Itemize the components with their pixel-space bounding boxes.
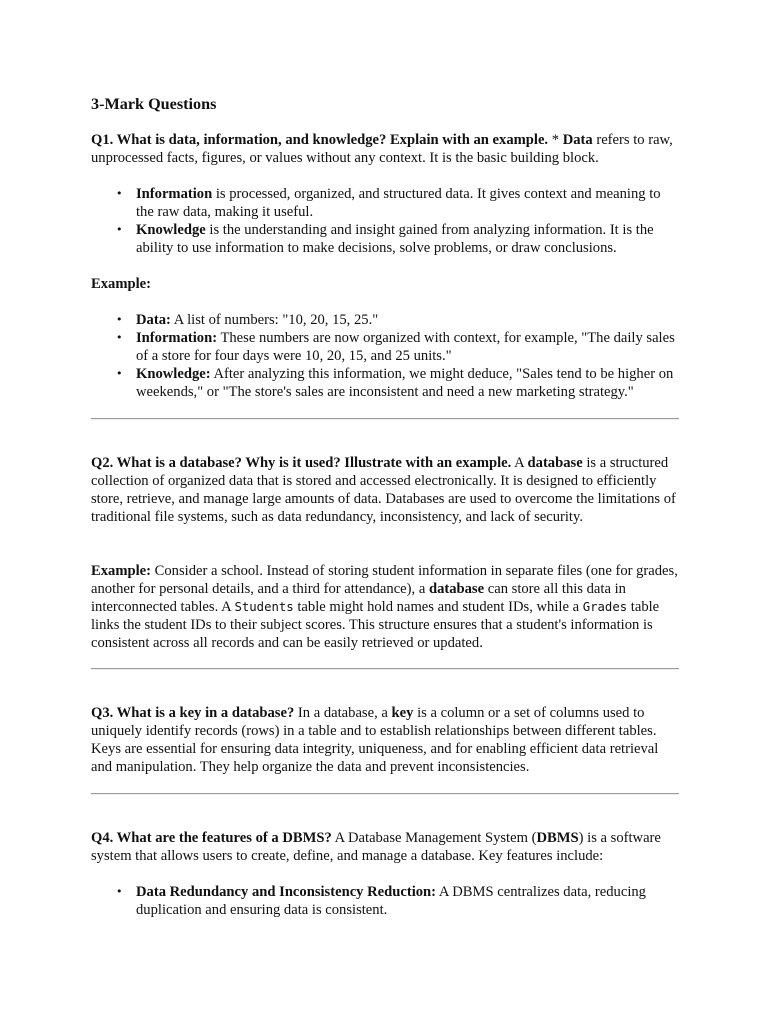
list-item-text: A list of numbers: "10, 20, 15, 25." [173, 312, 379, 328]
q4-features-list [91, 883, 679, 919]
q4-question: Q4. What are the features of a DBMS? [91, 830, 332, 846]
list-item-text: is processed, organized, and structured data. It gives context and meaning to the raw data, making it useful. [136, 186, 661, 220]
list-item [136, 329, 679, 365]
q1-data-definition: refers to raw, unprocessed facts, figures, or values without any context. It is the basic building block. [91, 132, 673, 166]
code-grades: Grades [582, 600, 628, 614]
q2-example-text: table might hold names and student IDs, while a [297, 599, 580, 615]
list-item [136, 365, 679, 401]
q2-section [91, 454, 679, 526]
q2-question: Q2. What is a database? Why is it used? Illustrate with an example. [91, 455, 512, 471]
list-item-text: is the understanding and insight gained from analyzing information. It is the ability to use information to make decisions, solve problems, or draw conclusions. [136, 222, 654, 256]
list-item-term: Data: [136, 312, 171, 328]
q1-question: Q1. What is data, information, and knowledge? Explain with an example. [91, 132, 549, 148]
q2-text: is a structured collection of organized data that is stored and accessed electronically. It is designed to efficiently store, retrieve, and manage large amounts of data. Databases are used to overcome the limitations of traditional file systems, such as data redundancy, inconsistency, and lack of security. [91, 455, 676, 525]
section-divider [91, 793, 679, 795]
list-item [136, 185, 679, 221]
q2-example-text: Consider a school. Instead of storing student information in separate files (one for grades, another for personal details, and a third for attendance), a [91, 563, 678, 597]
list-item-term: Knowledge [136, 222, 206, 238]
q3-term: key [391, 705, 414, 721]
list-item [136, 221, 679, 257]
q1-definitions-list [91, 185, 679, 257]
q1-section [91, 131, 679, 167]
q1-bullet-marker: * [551, 132, 560, 148]
q1-example-label: Example: [91, 276, 151, 292]
q4-lead: A Database Management System ( [334, 830, 537, 846]
q2-lead: A [514, 455, 524, 471]
q3-text: is a column or a set of columns used to uniquely identify records (rows) in a table and to establish relationships between different tables. Keys are essential for ensuring data integrity, uniqueness, and for enabling efficient data retrieval and manipulation. They help organize the data and prevent inconsistencies. [91, 705, 659, 775]
list-item-text: After analyzing this information, we might deduce, "Sales tend to be higher on weekends," or "The store's sales are inconsistent and need a new marketing strategy." [136, 366, 674, 400]
q4-paragraph [91, 829, 679, 865]
q2-example-term: database [428, 581, 485, 597]
q4-term: DBMS [536, 830, 579, 846]
list-item-text: These numbers are now organized with context, for example, "The daily sales of a store for four days were 10, 20, 15, and 25 units." [136, 330, 675, 364]
q2-example [91, 562, 679, 652]
page-heading: 3-Mark Questions [91, 95, 217, 113]
q1-data-term: Data [562, 132, 593, 148]
section-divider [91, 418, 679, 420]
q1-example-label-block [91, 275, 679, 293]
q3-question: Q3. What is a key in a database? [91, 705, 295, 721]
q2-term: database [527, 455, 583, 471]
q1-example-list [91, 311, 679, 401]
q2-example-label: Example: [91, 563, 151, 579]
section-divider [91, 668, 679, 670]
list-item [136, 311, 679, 329]
q3-lead: In a database, a [297, 705, 388, 721]
q1-intro [91, 131, 679, 167]
q2-paragraph [91, 454, 679, 526]
q3-section [91, 704, 679, 776]
list-item-term: Knowledge: [136, 366, 211, 382]
q2-example-text: can store all this data in interconnected tables. A [91, 581, 626, 615]
list-item [136, 883, 679, 919]
list-item-term: Information [136, 186, 213, 202]
list-item-text: A DBMS centralizes data, reducing duplication and ensuring data is consistent. [136, 884, 646, 918]
q4-text: ) is a software system that allows users to create, define, and manage a database. Key features include: [91, 830, 661, 864]
code-students: Students [234, 600, 294, 614]
q3-paragraph [91, 704, 679, 776]
q4-section [91, 829, 679, 865]
q2-example-paragraph [91, 562, 679, 652]
list-item-term: Information: [136, 330, 218, 346]
list-item-term: Data Redundancy and Inconsistency Reduction: [136, 884, 437, 900]
q2-example-text: table links the student IDs to their subject scores. This structure ensures that a student's information is consistent across all records and can be easily retrieved or updated. [91, 599, 660, 651]
